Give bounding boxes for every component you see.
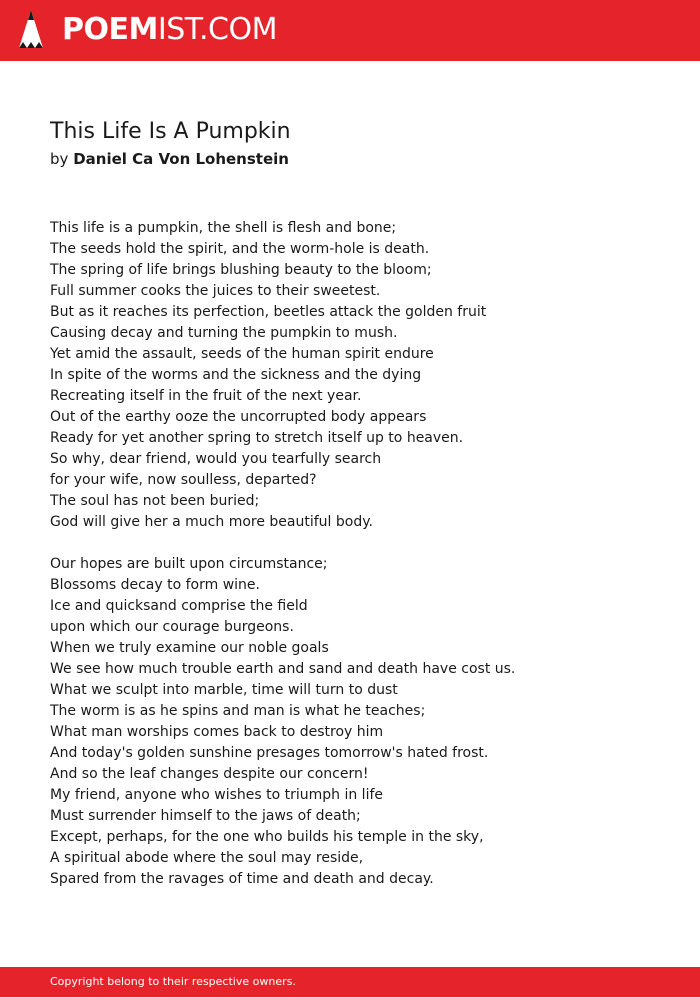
byline (50, 149, 289, 169)
stanza (50, 554, 670, 890)
poem-line: What we sculpt into marble, time will turn to dust (50, 682, 398, 698)
poem-line: Yet amid the assault, seeds of the human spirit endure (50, 346, 434, 362)
site-header (0, 0, 700, 61)
logo-light-text: IST.COM (157, 12, 277, 47)
poem-line: And so the leaf changes despite our concern! (50, 766, 369, 782)
poem-title: This Life Is A Pumpkin (50, 119, 291, 144)
poem-line: A spiritual abode where the soul may reside, (50, 850, 364, 866)
poem-line: Except, perhaps, for the one who builds his temple in the sky, (50, 829, 484, 845)
poem-line: But as it reaches its perfection, beetles attack the golden fruit (50, 304, 487, 320)
poem-line: And today's golden sunshine presages tomorrow's hated frost. (50, 745, 489, 761)
site-logo[interactable] (62, 12, 277, 48)
poem-line: Spared from the ravages of time and death and decay. (50, 871, 434, 887)
logo-bold-text: POEM (62, 12, 158, 47)
author-name: Daniel Ca Von Lohenstein (73, 150, 289, 168)
poem-line: Out of the earthy ooze the uncorrupted body appears (50, 409, 427, 425)
poem-line: God will give her a much more beautiful body. (50, 514, 373, 530)
poem-line: My friend, anyone who wishes to triumph in life (50, 787, 383, 803)
poem-body (50, 218, 670, 911)
poem-line: In spite of the worms and the sickness and the dying (50, 367, 422, 383)
poem-line: upon which our courage burgeons. (50, 619, 294, 635)
stanza (50, 218, 670, 533)
poem-line: Full summer cooks the juices to their sweetest. (50, 283, 381, 299)
poem-line: Ready for yet another spring to stretch itself up to heaven. (50, 430, 464, 446)
poem-line: The spring of life brings blushing beauty to the bloom; (50, 262, 432, 278)
poem-line: We see how much trouble earth and sand and death have cost us. (50, 661, 516, 677)
poem-line: Blossoms decay to form wine. (50, 577, 260, 593)
poem-line: The worm is as he spins and man is what he teaches; (50, 703, 426, 719)
poem-line: This life is a pumpkin, the shell is flesh and bone; (50, 220, 397, 236)
pencil-icon[interactable] (18, 8, 44, 52)
poem-line: The soul has not been buried; (50, 493, 260, 509)
poem-line: Causing decay and turning the pumpkin to mush. (50, 325, 398, 341)
poem-line: Must surrender himself to the jaws of death; (50, 808, 361, 824)
poem-line: Our hopes are built upon circumstance; (50, 556, 328, 572)
poem-line: What man worships comes back to destroy him (50, 724, 384, 740)
poem-line: The seeds hold the spirit, and the worm-hole is death. (50, 241, 430, 257)
poem-line: for your wife, now soulless, departed? (50, 472, 317, 488)
by-label: by (50, 150, 69, 168)
poem-line: When we truly examine our noble goals (50, 640, 329, 656)
poem-line: So why, dear friend, would you tearfully search (50, 451, 382, 467)
site-footer (0, 967, 700, 997)
poem-line: Ice and quicksand comprise the field (50, 598, 308, 614)
poem-line: Recreating itself in the fruit of the next year. (50, 388, 362, 404)
copyright-text: Copyright belong to their respective owners. (50, 975, 296, 988)
